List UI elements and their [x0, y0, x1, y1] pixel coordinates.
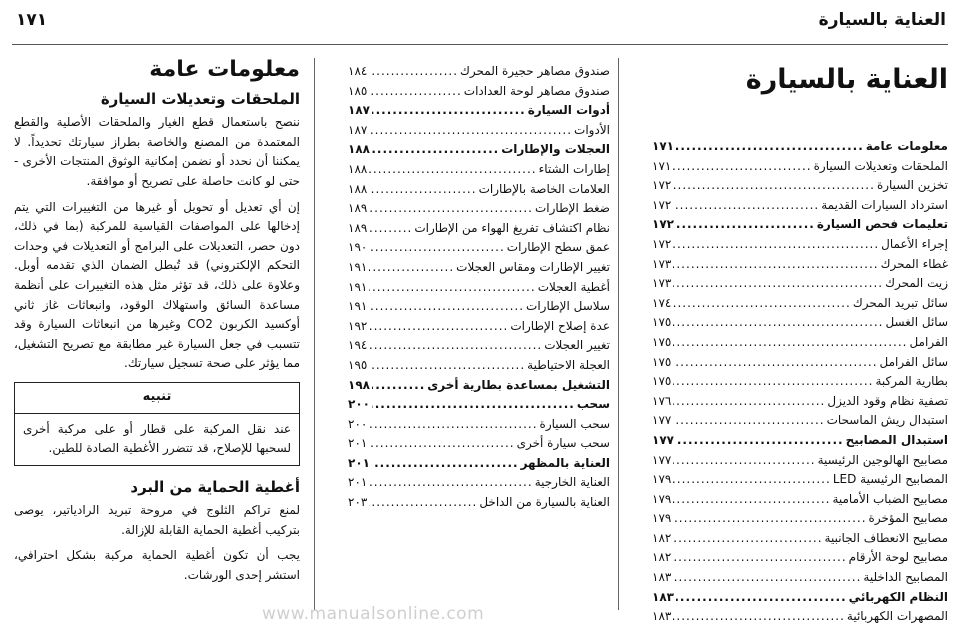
toc-entry-page: ١٧٢ — [652, 197, 672, 212]
toc-entry-title: سحب سيارة أخرى — [516, 436, 610, 451]
toc-entry-page: ٢٠١ — [348, 436, 368, 451]
toc-section-entry[interactable] — [348, 140, 610, 160]
toc-entry[interactable] — [348, 62, 610, 82]
toc-entry-page: ٢٠٣ — [348, 495, 368, 510]
toc-section-entry[interactable] — [652, 137, 948, 157]
toc-entry-page: ١٨٢ — [652, 550, 672, 565]
toc-entry-page: ١٧٢ — [652, 236, 672, 251]
toc-leader-dots — [369, 160, 536, 180]
toc-leader-dots — [673, 176, 875, 196]
toc-leader-dots — [369, 297, 524, 317]
toc-entry-page: ١٧٥ — [652, 315, 672, 330]
toc-section-entry[interactable] — [348, 101, 610, 121]
toc-entry-page: ١٧١ — [652, 158, 672, 173]
toc-title: العناية بالسيارة — [745, 64, 948, 95]
toc-leader-dots — [673, 274, 883, 294]
column-divider-right — [618, 58, 619, 610]
toc-entry-title: سلاسل الإطارات — [526, 299, 610, 314]
toc-leader-dots — [372, 454, 519, 474]
toc-entry-page: ٢٠٠ — [348, 416, 368, 431]
toc-leader-dots — [676, 588, 847, 608]
toc-leader-dots — [372, 395, 575, 415]
toc-entry-title: معلومات عامة — [865, 139, 948, 153]
toc-leader-dots — [673, 470, 830, 490]
toc-entry[interactable] — [348, 336, 610, 356]
toc-entry-title: مصابيح المؤخرة — [868, 511, 948, 526]
toc-section-entry[interactable] — [348, 395, 610, 415]
toc-middle-column — [348, 62, 610, 513]
toc-leader-dots — [676, 137, 864, 157]
toc-entry[interactable] — [348, 238, 610, 258]
toc-leader-dots — [369, 336, 542, 356]
toc-entry-page: ١٩٥ — [348, 357, 368, 372]
toc-entry[interactable] — [652, 607, 948, 627]
toc-leader-dots — [369, 238, 504, 258]
toc-entry[interactable] — [652, 157, 948, 177]
toc-entry-title: العناية الخارجية — [534, 475, 610, 490]
toc-entry-page: ١٨٩ — [348, 220, 368, 235]
toc-entry-title: العلامات الخاصة بالإطارات — [478, 181, 610, 196]
toc-entry-page: ١٧٢ — [652, 217, 674, 232]
toc-entry-title: استبدال المصابيح — [845, 432, 948, 447]
toc-entry-page: ١٩٨ — [348, 377, 370, 392]
toc-entry[interactable] — [652, 313, 948, 333]
toc-entry-page: ١٨٤ — [348, 64, 368, 78]
toc-entry-page: ١٧٩ — [652, 491, 672, 506]
toc-entry[interactable] — [348, 473, 610, 493]
toc-entry-page: ١٧٢ — [652, 178, 672, 193]
toc-leader-dots — [369, 199, 533, 219]
toc-entry-page: ١٧٩ — [652, 472, 672, 487]
toc-entry-page: ١٩١ — [348, 299, 368, 314]
toc-entry-page: ١٨٣ — [652, 609, 672, 624]
toc-entry[interactable] — [652, 411, 948, 431]
toc-entry-page: ١٧١ — [652, 139, 674, 153]
cold-protection-heading: أغطية الحماية من البرد — [130, 477, 300, 496]
toc-entry[interactable] — [348, 493, 610, 513]
toc-entry-title: تصفية نظام وقود الديزل — [827, 393, 948, 408]
toc-leader-dots — [673, 392, 825, 412]
toc-leader-dots — [369, 82, 461, 102]
toc-leader-dots — [673, 490, 830, 510]
toc-entry-page: ١٧٥ — [652, 354, 672, 369]
toc-leader-dots — [369, 121, 572, 141]
toc-entry-title: إجراء الأعمال — [881, 236, 948, 251]
toc-entry[interactable] — [652, 274, 948, 294]
toc-leader-dots — [673, 451, 815, 471]
toc-entry-title: التشغيل بمساعدة بطارية أخرى — [427, 377, 610, 392]
toc-entry-page: ١٨٣ — [652, 570, 672, 585]
toc-entry[interactable] — [652, 333, 948, 353]
toc-entry-title: سحب السيارة — [539, 416, 610, 431]
toc-entry-page: ١٧٧ — [652, 413, 672, 428]
toc-entry[interactable] — [348, 317, 610, 337]
toc-entry-page: ١٨٣ — [652, 589, 674, 604]
toc-entry[interactable] — [348, 415, 610, 435]
toc-entry-page: ٢٠٠ — [348, 397, 370, 412]
toc-entry-page: ١٧٣ — [652, 256, 672, 271]
toc-entry-title: الملحقات وتعديلات السيارة — [813, 158, 948, 173]
toc-leader-dots — [372, 376, 425, 396]
toc-entry-title: تعليمات فحص السيارة — [816, 217, 948, 232]
toc-entry[interactable] — [652, 548, 948, 568]
toc-entry[interactable] — [652, 490, 948, 510]
toc-entry-title: مصابيح الضباب الأمامية — [832, 491, 948, 506]
toc-entry[interactable] — [348, 160, 610, 180]
toc-entry-page: ٢٠١ — [348, 475, 368, 490]
column-divider-left — [314, 58, 315, 610]
toc-leader-dots — [676, 215, 815, 235]
toc-entry[interactable] — [652, 529, 948, 549]
toc-entry-page: ١٧٤ — [652, 295, 672, 310]
toc-leader-dots — [673, 235, 879, 255]
toc-entry[interactable] — [348, 199, 610, 219]
toc-entry-page: ١٩١ — [348, 259, 368, 274]
toc-section-entry[interactable] — [652, 215, 948, 235]
toc-entry-title: مصابيح لوحة الأرقام — [848, 550, 948, 565]
toc-entry-title: النظام الكهربائي — [848, 589, 948, 604]
toc-entry-title: مصابيح الانعطاف الجانبية — [824, 530, 948, 545]
toc-entry-title: أغطية العجلات — [537, 279, 610, 294]
toc-entry[interactable] — [652, 451, 948, 471]
toc-entry-title: سائل تبريد المحرك — [852, 295, 948, 310]
toc-entry-title: المصهرات الكهربائية — [846, 609, 948, 624]
toc-entry-title: العجلة الاحتياطية — [527, 357, 610, 372]
toc-entry-page: ١٨٨ — [348, 181, 368, 196]
toc-entry-title: المصابيح الداخلية — [863, 570, 948, 585]
toc-entry-page: ١٨٩ — [348, 201, 368, 216]
toc-leader-dots — [673, 353, 877, 373]
toc-leader-dots — [369, 219, 412, 239]
toc-entry-title: صندوق مصاهر حجيرة المحرك — [460, 64, 610, 78]
toc-entry-page: ١٩٠ — [348, 240, 368, 255]
cold-protection-paragraph-1: لمنع تراكم الثلوج في مروحة تبريد الرادياتير، يوصى بتركيب أغطية الحماية القابلة للإزالة. — [14, 503, 300, 537]
toc-entry[interactable] — [652, 176, 948, 196]
toc-entry[interactable] — [348, 121, 610, 141]
toc-entry-title: العناية بالسيارة من الداخل — [479, 495, 610, 510]
toc-leader-dots — [673, 294, 850, 314]
toc-entry-title: زيت المحرك — [885, 276, 948, 291]
toc-entry-title: بطارية المركبة — [875, 374, 948, 389]
toc-entry-title: تخزين السيارة — [876, 178, 948, 193]
toc-section-entry[interactable] — [348, 454, 610, 474]
toc-entry-title: استبدال ريش الماسحات — [826, 413, 948, 428]
toc-leader-dots — [673, 548, 846, 568]
toc-entry-title: نظام اكتشاف تفريغ الهواء من الإطارات — [414, 220, 610, 235]
toc-entry[interactable] — [652, 353, 948, 373]
toc-entry-title: العجلات والإطارات — [501, 142, 610, 157]
toc-section-entry[interactable] — [652, 588, 948, 608]
toc-entry-title: المصابيح الرئيسية LED — [832, 472, 948, 487]
toc-entry[interactable] — [652, 255, 948, 275]
toc-entry[interactable] — [652, 470, 948, 490]
toc-leader-dots — [673, 372, 873, 392]
toc-leader-dots — [369, 62, 458, 82]
accessories-heading: الملحقات وتعديلات السيارة — [100, 89, 300, 108]
toc-entry-page: ١٨٥ — [348, 83, 368, 98]
toc-entry[interactable] — [652, 392, 948, 412]
toc-leader-dots — [673, 313, 883, 333]
toc-entry-title: عدة إصلاح الإطارات — [510, 318, 610, 333]
toc-leader-dots — [369, 180, 476, 200]
toc-leader-dots — [369, 258, 454, 278]
toc-entry[interactable] — [652, 294, 948, 314]
toc-entry-title: تغيير الإطارات ومقاس العجلات — [456, 259, 610, 274]
toc-entry[interactable] — [348, 356, 610, 376]
toc-entry-page: ٢٠١ — [348, 455, 370, 470]
toc-entry-title: العناية بالمظهر — [520, 455, 610, 470]
notice-box — [14, 382, 300, 466]
toc-leader-dots — [673, 333, 907, 353]
toc-entry-title: سائل الفرامل — [879, 354, 948, 369]
toc-entry[interactable] — [652, 196, 948, 216]
toc-leader-dots — [673, 529, 822, 549]
toc-entry-title: إطارات الشتاء — [538, 161, 610, 176]
toc-leader-dots — [369, 317, 508, 337]
toc-entry-title: أدوات السيارة — [527, 103, 610, 118]
toc-leader-dots — [673, 157, 811, 177]
toc-leader-dots — [673, 509, 866, 529]
toc-leader-dots — [369, 434, 514, 454]
watermark-text: www.manualsonline.com — [262, 604, 485, 624]
toc-entry-title: سائل الغسل — [885, 315, 948, 330]
toc-entry-title: غطاء المحرك — [880, 256, 948, 271]
toc-leader-dots — [369, 356, 525, 376]
toc-section-entry[interactable] — [348, 376, 610, 396]
toc-entry[interactable] — [652, 568, 948, 588]
toc-entry-page: ١٧٣ — [652, 276, 672, 291]
toc-leader-dots — [673, 411, 824, 431]
cold-protection-paragraph-2: يجب أن تكون أغطية الحماية مركبة بشكل احترافي، استشر إحدى الورشات. — [14, 548, 300, 583]
toc-leader-dots — [673, 196, 819, 216]
toc-entry[interactable] — [348, 180, 610, 200]
toc-section-entry[interactable] — [652, 431, 948, 451]
general-info-column — [14, 57, 301, 592]
toc-leader-dots — [372, 140, 499, 160]
toc-entry-page: ١٨٢ — [652, 530, 672, 545]
toc-entry-page: ١٩١ — [348, 279, 368, 294]
toc-leader-dots — [369, 415, 537, 435]
accessories-paragraph-1: ننصح باستعمال قطع الغيار والملحقات الأصلية والقطع المعتمدة من المصنع والخاصة بطراز سيارتك تحديداً. لا يمكننا أن نحدد أو نضمن إمكانية الوثوق المنتجات الأخرى - حتى لو كانت حاصلة على تصريح أو موافقة. — [14, 115, 300, 188]
toc-entry-title: استرداد السيارات القديمة — [821, 197, 948, 212]
toc-leader-dots — [369, 278, 535, 298]
toc-entry-page: ١٧٧ — [652, 432, 674, 447]
toc-leader-dots — [673, 255, 878, 275]
toc-entry-page: ١٨٨ — [348, 142, 370, 157]
toc-entry-title: مصابيح الهالوجين الرئيسية — [817, 452, 948, 467]
toc-entry-title: صندوق مصاهر لوحة العدادات — [463, 83, 610, 98]
toc-entry-title: تغيير العجلات — [544, 338, 610, 353]
toc-entry-page: ١٧٥ — [652, 374, 672, 389]
toc-entry-page: ١٧٧ — [652, 452, 672, 467]
toc-entry-page: ١٧٥ — [652, 334, 672, 349]
toc-entry[interactable] — [348, 297, 610, 317]
toc-entry-page: ١٩٤ — [348, 338, 368, 353]
toc-entry-title: الفرامل — [909, 334, 948, 349]
toc-entry[interactable] — [652, 509, 948, 529]
info-heading: معلومات عامة — [149, 57, 300, 82]
header-rule — [12, 44, 948, 45]
toc-entry[interactable] — [348, 258, 610, 278]
toc-entry-page: ١٨٧ — [348, 122, 368, 137]
toc-entry-title: ضغط الإطارات — [535, 201, 610, 216]
toc-leader-dots — [673, 607, 845, 627]
accessories-paragraph-2: إن أي تعديل أو تحويل أو غيرها من التغييرات التي يتم إدخالها على المواصفات القياسية للمركبة (بما في ذلك، دون حصر، التعديلات على البرامج أو التعديلات في وحدات التحكم الإلكتروني) قد تُبطل الضمان الذي تقدمه أوبل. وعلاوة على ذلك، قد تؤثر مثل هذه التغييرات على أنظمة مساعدة السائق واستهلاك الوقود، وانبعاثات غاز ثاني أوكسيد الكربون CO2 وغيرها من انبعاثات السيارة وقد تتسبب في جعل السيارة غير مطابقة مع تصريح التشغيل، مما يؤثر على صحة تسجيل سيارتك. — [14, 199, 301, 371]
header-page-number: ١٧١ — [16, 10, 48, 30]
toc-entry-page: ١٩٢ — [348, 318, 368, 333]
toc-entry-page: ١٨٨ — [348, 161, 368, 176]
header-title: العناية بالسيارة — [818, 10, 946, 30]
toc-entry[interactable] — [348, 82, 610, 102]
toc-leader-dots — [673, 568, 861, 588]
toc-leader-dots — [369, 473, 532, 493]
notice-body: عند نقل المركبة على قطار أو على مركبة أخرى لسحبها للإصلاح، قد تتضرر الأغطية الصادة للطين. — [23, 421, 291, 456]
toc-entry[interactable] — [652, 372, 948, 392]
toc-leader-dots — [369, 493, 477, 513]
notice-title: تنبيه — [15, 383, 299, 414]
toc-entry-title: سحب — [576, 397, 610, 412]
toc-right-column — [652, 137, 948, 627]
toc-entry[interactable] — [348, 278, 610, 298]
toc-entry-title: الأدوات — [574, 122, 610, 137]
toc-entry[interactable] — [348, 219, 610, 239]
toc-entry-page: ١٨٧ — [348, 103, 370, 118]
toc-entry-page: ١٧٦ — [652, 393, 672, 408]
toc-entry-title: عمق سطح الإطارات — [506, 240, 610, 255]
toc-entry[interactable] — [652, 235, 948, 255]
toc-entry[interactable] — [348, 434, 610, 454]
page-header — [0, 0, 960, 50]
toc-leader-dots — [372, 101, 526, 121]
toc-leader-dots — [676, 431, 844, 451]
toc-entry-page: ١٧٩ — [652, 511, 672, 526]
